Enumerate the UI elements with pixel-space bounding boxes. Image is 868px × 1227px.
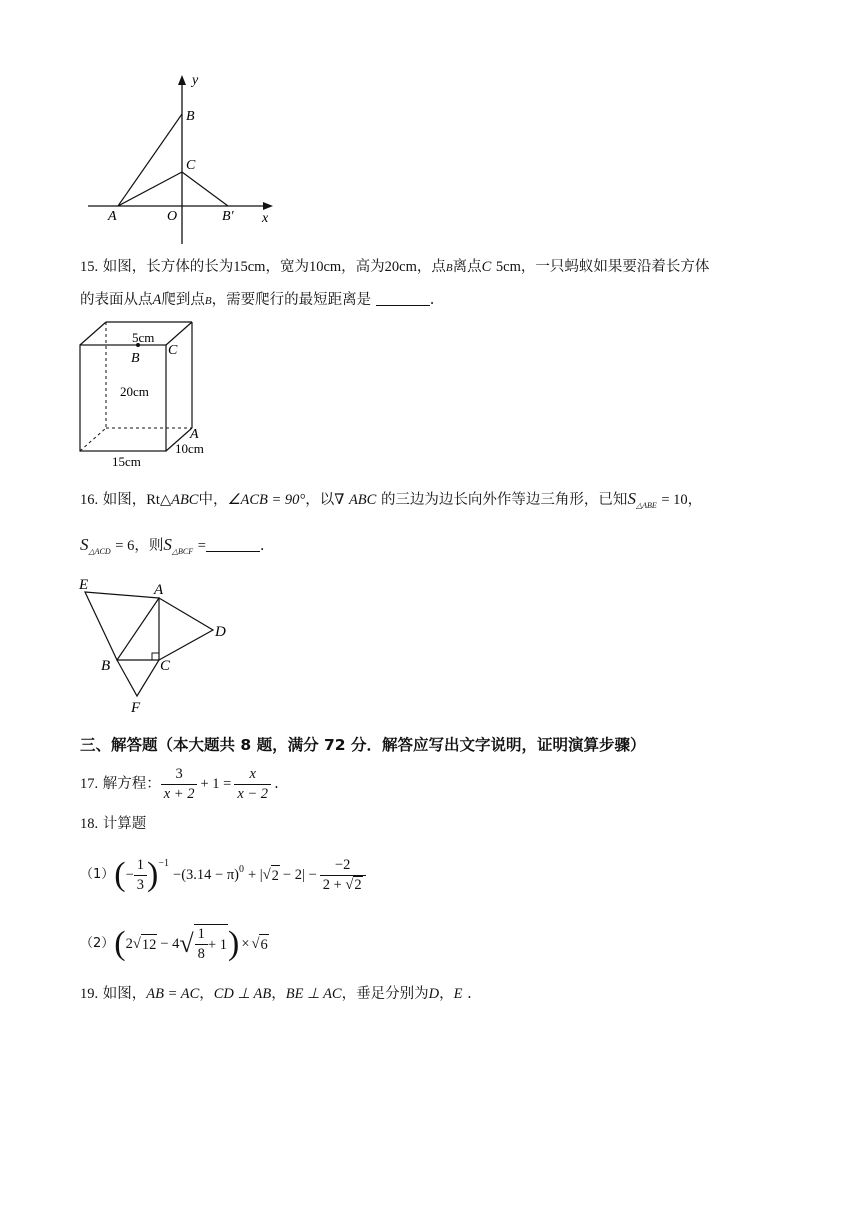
question-15-line1 [80,257,709,278]
sqrt-radicand: 2 [354,876,362,893]
q15-text: 爬到点 [161,292,205,308]
answer-blank [376,291,430,306]
left-paren: ( [114,925,126,962]
q16-value1: = 10， [661,492,703,508]
plus-one: + 1 [207,936,227,953]
q15-height: 20cm [384,259,417,275]
q15-point-A: A [152,292,162,308]
q16-text: 如图， [102,492,147,508]
q19-text: 如图， [102,986,147,1002]
q16-angle: ∠ACB = 90° [227,492,306,508]
q19-point-D: D [428,986,440,1002]
sqrt-radicand: 12 [141,934,158,955]
q16-v: ∇ [334,492,345,508]
q16-text: 中， [198,492,228,508]
label-C: C [160,658,171,674]
label-B: B [186,109,195,124]
label-y: y [192,73,199,88]
sqrt-radicand [194,924,228,964]
q19-sep: ， [271,986,286,1002]
q16-sub1: △ABE [635,501,657,510]
q15-text: ，一只蚂蚁如果要沿着长方体 [520,259,710,275]
cuboid-hidden-edge [80,428,106,451]
cuboid-edge [166,322,192,345]
fraction-x-over-x-minus-2 [234,765,271,804]
fraction-3-over-x-plus-2 [161,765,198,804]
sqrt-sign: √ [251,936,260,952]
numerator: 1 [136,856,145,873]
q18-label: 计算题 [102,816,147,832]
sqrt-radicand: 2 [271,865,280,886]
q16-end: . [259,538,265,554]
q18-part-2 [80,918,269,970]
cuboid-figure [70,318,230,473]
q16-value2: = 6，则 [115,538,164,554]
label-5cm: 5cm [132,330,155,345]
q16-S3: S [163,535,172,554]
fraction-one-eighth [195,925,208,964]
x-axis-arrow-icon [263,202,273,210]
q16-S2: S [80,535,89,554]
q15-text: 的表面从点 [80,292,153,308]
numerator: −2 [334,856,351,873]
term-pi: −(3.14 − π) [173,867,239,883]
q15-width: 10cm [308,259,342,275]
q16-equals: = [197,538,206,554]
q19-point-E: E [453,986,463,1002]
left-paren: ( [114,856,126,893]
label-10cm: 10cm [175,441,204,456]
q16-abc2: ABC [348,492,377,508]
label-O: O [167,209,178,224]
q17-plus-one: + 1 = [200,776,232,792]
triangle-ABE [85,592,159,660]
label-C: C [168,343,178,358]
q15-text: ，需要爬行的最短距离是 [211,292,372,308]
q16-triangle: △ [159,492,172,508]
label-15cm: 15cm [112,454,141,469]
question-number: 15. [80,259,99,275]
section-heading: 三、解答题（本大题共 8 题，满分 72 分．解答应写出文字说明，证明演算步骤） [80,736,646,754]
y-axis-arrow-icon [178,75,186,85]
part-label: （1） [80,867,115,882]
segment-CBp [182,172,228,206]
q19-end: . [467,986,472,1002]
label-D: D [215,624,226,640]
denominator: 8 [195,944,208,964]
label-E: E [79,577,89,593]
question-16-line1 [80,489,702,516]
q15-length: 15cm [233,259,266,275]
segment-AC [118,172,182,206]
q15-end: . [429,292,435,308]
q19-eq2: CD ⊥ AB [213,986,272,1002]
q16-text: 的三边为边长向外作等边三角形，已知 [380,492,628,508]
q16-abc: ABC [171,492,199,508]
answer-blank [206,537,260,552]
q18-part-1 [80,850,366,900]
coordinate-figure [80,70,290,250]
question-number: 16. [80,492,99,508]
label-Bprime: B′ [222,209,234,224]
right-paren: ) [227,925,240,962]
exponent: −1 [158,858,170,869]
den-text: 2 + [322,876,346,893]
q15-text: ，高为 [341,259,385,275]
cuboid-edge [80,322,106,345]
label-B: B [101,658,111,674]
q16-S1: S [627,489,636,508]
q15-distance: 5cm [495,259,521,275]
triangles-figure [75,572,240,717]
sqrt-sign: √ [132,936,141,952]
numerator: 3 [175,765,183,782]
abs-open: + | [247,867,263,883]
label-F: F [131,700,141,716]
question-17 [80,762,279,806]
denominator: x − 2 [234,784,271,804]
q19-sep: ， [199,986,214,1002]
q19-text: ，垂足分别为 [341,986,429,1002]
q19-eq3: BE ⊥ AC [285,986,342,1002]
q16-rt: Rt [146,492,160,508]
part-label: （2） [80,936,115,951]
right-angle-mark [152,653,159,660]
abs-close: − 2| − [282,867,317,883]
q16-sub2: △ACD [88,547,111,556]
q15-point-B: B [445,262,453,274]
q16-text: ，以 [305,492,335,508]
q15-text: ，点 [416,259,446,275]
numerator: 1 [197,926,205,942]
times-sign: × [241,936,250,952]
sqrt-radicand: 6 [259,934,268,955]
question-16-line2 [80,535,265,562]
denominator: x + 2 [161,784,198,804]
q15-point-C: C [481,259,492,275]
numerator: x [249,765,256,782]
sqrt-sign: √ [262,867,271,883]
label-B: B [131,351,140,366]
q17-label: 解方程： [102,776,161,792]
q19-sep: ， [439,986,454,1002]
q16-sub3: △BCF [171,547,194,556]
q15-point-B2: B [204,295,212,307]
label-A: A [154,582,164,598]
right-paren: ) [147,856,159,893]
label-A: A [190,427,199,442]
fraction-one-third [134,856,147,895]
q15-text: ，宽为 [265,259,309,275]
question-15-line2 [80,290,434,311]
q15-text: 如图，长方体的长为 [102,259,234,275]
q19-eq1: AB = AC [146,986,200,1002]
question-number: 17. [80,776,99,792]
q17-end: . [274,776,279,792]
question-number: 19. [80,986,99,1002]
fraction-neg2-over-2-plus-root2 [320,856,366,895]
segment-AB [118,114,182,206]
denominator: 2 + √2 [320,875,366,895]
triangle-ACD [159,598,213,660]
minus-4: − 4 [160,936,180,952]
denominator: 3 [134,875,147,895]
question-19 [80,984,472,1004]
q15-text: 离点 [452,259,482,275]
sqrt-sign: √ [179,929,194,958]
question-18 [80,814,146,834]
label-20cm: 20cm [120,384,149,399]
exponent-zero: 0 [238,864,244,875]
coef-2: 2 [125,936,133,952]
label-x: x [262,211,269,226]
question-number: 18. [80,816,99,832]
minus-sign: − [125,867,134,883]
label-A: A [108,209,117,224]
label-C: C [186,158,196,173]
triangle-BCF [117,660,159,696]
